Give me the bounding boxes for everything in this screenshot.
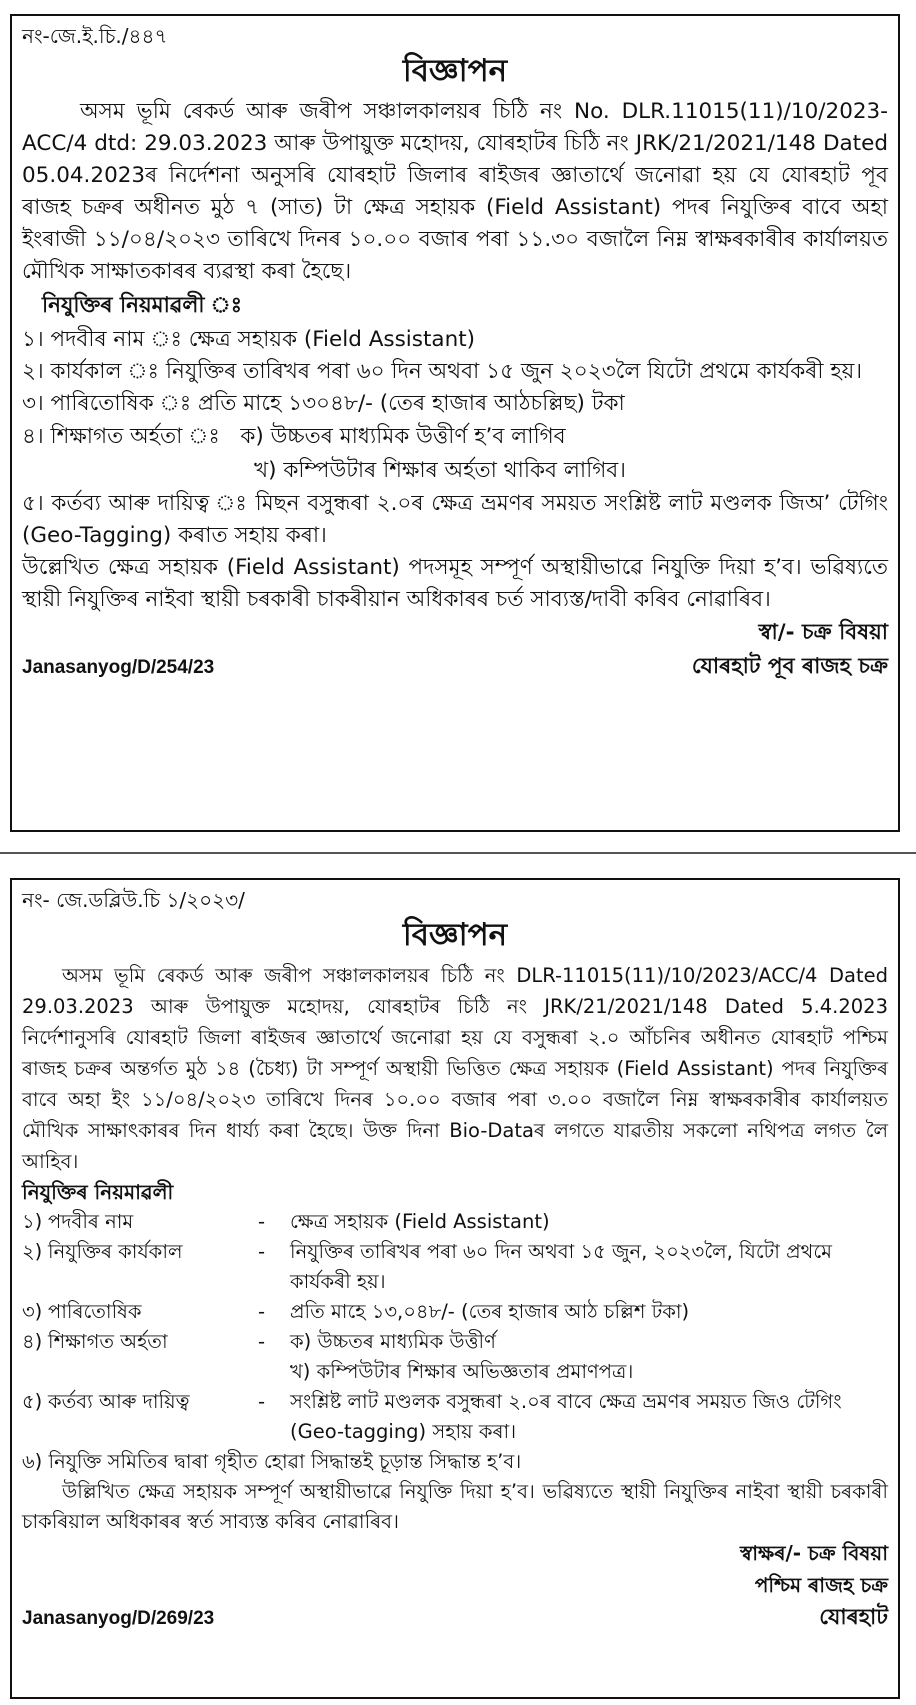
rule-decision: ৬) নিযুক্তি সমিতিৰ দ্বাৰা গৃহীত হোৱা সিদ্ধান্তই চূড়ান্ত সিদ্ধান্ত হ’ব।	[22, 1450, 522, 1473]
rule-row	[22, 1237, 888, 1267]
rule-dash: -	[258, 1300, 266, 1323]
notice-body: অসম ভূমি ৰেকৰ্ড আৰু জৰীপ সঞ্চালকালয়ৰ চিঠি নং No. DLR.11015(11)/10/2023-ACC/4 dtd: 29.03.2023 আৰু উপায়ুক্ত মহোদয়, যোৰহাটৰ চিঠি নং JRK/21/2021/148 Dated 05.04.2023ৰ নিৰ্দেশনা অনুসৰি যোৰহাট জিলাৰ ৰাইজৰ জ্ঞাতাৰ্থে জনোৱা হয় যে যোৰহাট পূব ৰাজহ চক্ৰৰ অধীনত মুঠ ৭ (সাত) টা ক্ষেত্ৰ সহায়ক (Field Assistant) পদৰ নিযুক্তিৰ বাবে অহা ইংৰাজী ১১/০৪/২০২৩ তাৰিখে দিনৰ ১০.০০ বজাৰ পৰা ১১.৩০ বজালৈ নিম্ন স্বাক্ষৰকাৰীৰ কাৰ্যালয়ত মৌখিক সাক্ষাতকাৰৰ ব্যৱস্থা কৰা হৈছে।	[22, 99, 888, 284]
rule-post-name: ১। পদবীৰ নাম ঃ ক্ষেত্ৰ সহায়ক (Field Assistant)	[22, 327, 476, 352]
rule-dash: -	[258, 1210, 266, 1233]
rule-dash: -	[258, 1240, 266, 1263]
closing-text: উল্লেখিত ক্ষেত্ৰ সহায়ক (Field Assistant) পদসমূহ সম্পূৰ্ণ অস্থায়ীভাৱে নিযুক্তি দিয়া হ’ব। ভৱিষ্যতে স্থায়ী নিযুক্তিৰ নাইবা স্থায়ী চৰকাৰী চাকৰীয়ান অধিকাৰৰ চৰ্ত সাব্যস্ত/দাবী কৰিব নোৱাৰিব।	[22, 555, 888, 612]
rule-value: ক্ষেত্ৰ সহায়ক (Field Assistant)	[290, 1210, 550, 1233]
signature: স্বাক্ষৰ/- চক্ৰ বিষয়া	[740, 1541, 888, 1565]
rule-row	[22, 1387, 888, 1417]
rule-value-continued: খ) কম্পিউটাৰ শিক্ষাৰ অভিজ্ঞতাৰ প্ৰমাণপত্ৰ।	[290, 1360, 634, 1383]
notice-body: অসম ভূমি ৰেকৰ্ড আৰু জৰীপ সঞ্চালকালয়ৰ চিঠি নং DLR-11015(11)/10/2023/ACC/4 Dated 29.03.2023 আৰু উপায়ুক্ত মহোদয়, যোৰহাটৰ চিঠি নং JRK/21/2021/148 Dated 5.4.2023 নিৰ্দেশানুসৰি যোৰহাট জিলা ৰাইজৰ জ্ঞাতাৰ্থে জনোৱা হয় যে বসুন্ধৰা ২.০ আঁচনিৰ অধীনত যোৰহাট পশ্চিম ৰাজহ চক্ৰৰ অন্তৰ্গত মুঠ ১৪ (চৈধ্য) টা সম্পূৰ্ণ অস্থায়ী ভিত্তিত ক্ষেত্ৰ সহায়ক (Field Assistant) পদৰ নিযুক্তিৰ বাবে অহা ইং ১১/০৪/২০২৩ তাৰিখে দিনৰ ১০.০০ বজাৰ পৰা ৩.০০ বজালৈ নিম্ন স্বাক্ষৰকাৰীৰ কাৰ্যালয়ত মৌখিক সাক্ষাৎকাৰৰ দিন ধাৰ্য্য কৰা হৈছে। উক্ত দিনা Bio-Dataৰ লগতে যাৱতীয় সকলো নথিপত্ৰ লগত লৈ আহিব।	[22, 964, 888, 1173]
rule-tenure: ২। কাৰ্যকাল ঃ নিযুক্তিৰ তাৰিখৰ পৰা ৬০ দিন অথবা ১৫ জুন ২০২৩লৈ যিটো প্ৰথমে কাৰ্যকৰী হয়।	[22, 359, 863, 384]
rule-value-continued: কাৰ্যকৰী হয়।	[290, 1270, 386, 1293]
signature: স্বা/- চক্ৰ বিষয়া	[758, 620, 888, 645]
rule-number: ৫)	[22, 1390, 43, 1413]
rule-label: পদবীৰ নাম	[48, 1210, 134, 1233]
rule-label: শিক্ষাগত অৰ্হতা	[48, 1330, 168, 1353]
office-location: যোৰহাট	[819, 1605, 888, 1630]
rule-qualification-b: খ) কম্পিউটাৰ শিক্ষাৰ অৰ্হতা থাকিব লাগিব।	[254, 458, 626, 483]
footer	[22, 1601, 888, 1637]
notice-east-circle	[10, 14, 900, 832]
rules-heading: নিযুক্তিৰ নিয়মাৱলী	[22, 1180, 174, 1204]
rule-value: নিযুক্তিৰ তাৰিখৰ পৰা ৬০ দিন অথবা ১৫ জুন, ২০২৩লৈ, যিটো প্ৰথমে	[290, 1240, 832, 1263]
rule-value-continued: (Geo-tagging) সহায় কৰা।	[290, 1420, 517, 1443]
publicity-code: Janasanyog/D/269/23	[22, 1608, 215, 1629]
rule-qualification-label: ৪। শিক্ষাগত অৰ্হতা ঃ	[22, 424, 241, 449]
rule-dash: -	[258, 1330, 266, 1353]
rule-value: ক) উচ্চতৰ মাধ্যমিক উত্তীৰ্ণ	[290, 1330, 496, 1353]
rule-row	[22, 1297, 888, 1327]
rule-label: পাৰিতোষিক	[48, 1300, 142, 1323]
rule-row	[22, 1327, 888, 1357]
rule-value: সংশ্লিষ্ট লাট মণ্ডলক বসুন্ধৰা ২.০ৰ বাবে ক্ষেত্ৰ ভ্ৰমণৰ সময়ত জিও টেগিং	[290, 1390, 842, 1413]
notice-west-circle	[10, 878, 900, 1699]
rule-value: প্ৰতি মাহে ১৩,০৪৮/- (তেৰ হাজাৰ আঠ চল্লিশ টকা)	[290, 1300, 690, 1323]
office-name: যোৰহাট পূব ৰাজহ চক্ৰ	[691, 654, 888, 679]
reference-number: নং-জে.ই.চি./৪৪৭	[22, 24, 168, 48]
rule-dash: -	[258, 1390, 266, 1413]
reference-number: নং- জে.ডব্লিউ.চি ১/২০২৩/	[22, 888, 245, 912]
publicity-code: Janasanyog/D/254/23	[22, 657, 215, 678]
rule-remuneration: ৩। পাৰিতোষিক ঃ প্ৰতি মাহে ১৩০৪৮/- (তেৰ হাজাৰ আঠচল্লিছ) টকা	[22, 391, 625, 416]
rule-duties: ৫। কৰ্তব্য আৰু দায়িত্ব ঃ মিছন বসুন্ধৰা ২.০ৰ ক্ষেত্ৰ ভ্ৰমণৰ সময়ত সংশ্লিষ্ট লাট মণ্ডলক জিঅ’ টেগিং (Geo-Tagging) কৰাত সহায় কৰা।	[22, 491, 888, 548]
rule-row	[22, 1207, 888, 1237]
rule-number: ১)	[22, 1210, 43, 1233]
notice-title: বিজ্ঞাপন	[402, 917, 508, 953]
rules-heading: নিযুক্তিৰ নিয়মাৱলী ঃ	[42, 293, 243, 318]
rule-qualification-a: ক) উচ্চতৰ মাধ্যমিক উত্তীৰ্ণ হ’ব লাগিব	[240, 424, 566, 449]
footer	[22, 650, 888, 686]
rule-label: কৰ্তব্য আৰু দায়িত্ব	[48, 1390, 190, 1413]
rule-number: ২)	[22, 1240, 43, 1263]
rule-number: ৩)	[22, 1300, 43, 1323]
rule-qualification	[22, 420, 888, 454]
notice-title: বিজ্ঞাপন	[402, 53, 508, 89]
notice-divider	[0, 852, 916, 854]
office-name: পশ্চিম ৰাজহ চক্ৰ	[754, 1573, 888, 1597]
rule-number: ৪)	[22, 1330, 43, 1353]
closing-text: উল্লিখিত ক্ষেত্ৰ সহায়ক সম্পূৰ্ণ অস্থায়ীভাৱে নিযুক্তি দিয়া হ’ব। ভৱিষ্যতে স্থায়ী নিযুক্তিৰ নাইবা স্থায়ী চৰকাৰী চাকৰিয়াল অধিকাৰৰ স্বৰ্ত সাব্যস্ত কৰিব নোৱাৰিব।	[22, 1480, 888, 1533]
rule-label: নিযুক্তিৰ কাৰ্যকাল	[48, 1240, 183, 1263]
